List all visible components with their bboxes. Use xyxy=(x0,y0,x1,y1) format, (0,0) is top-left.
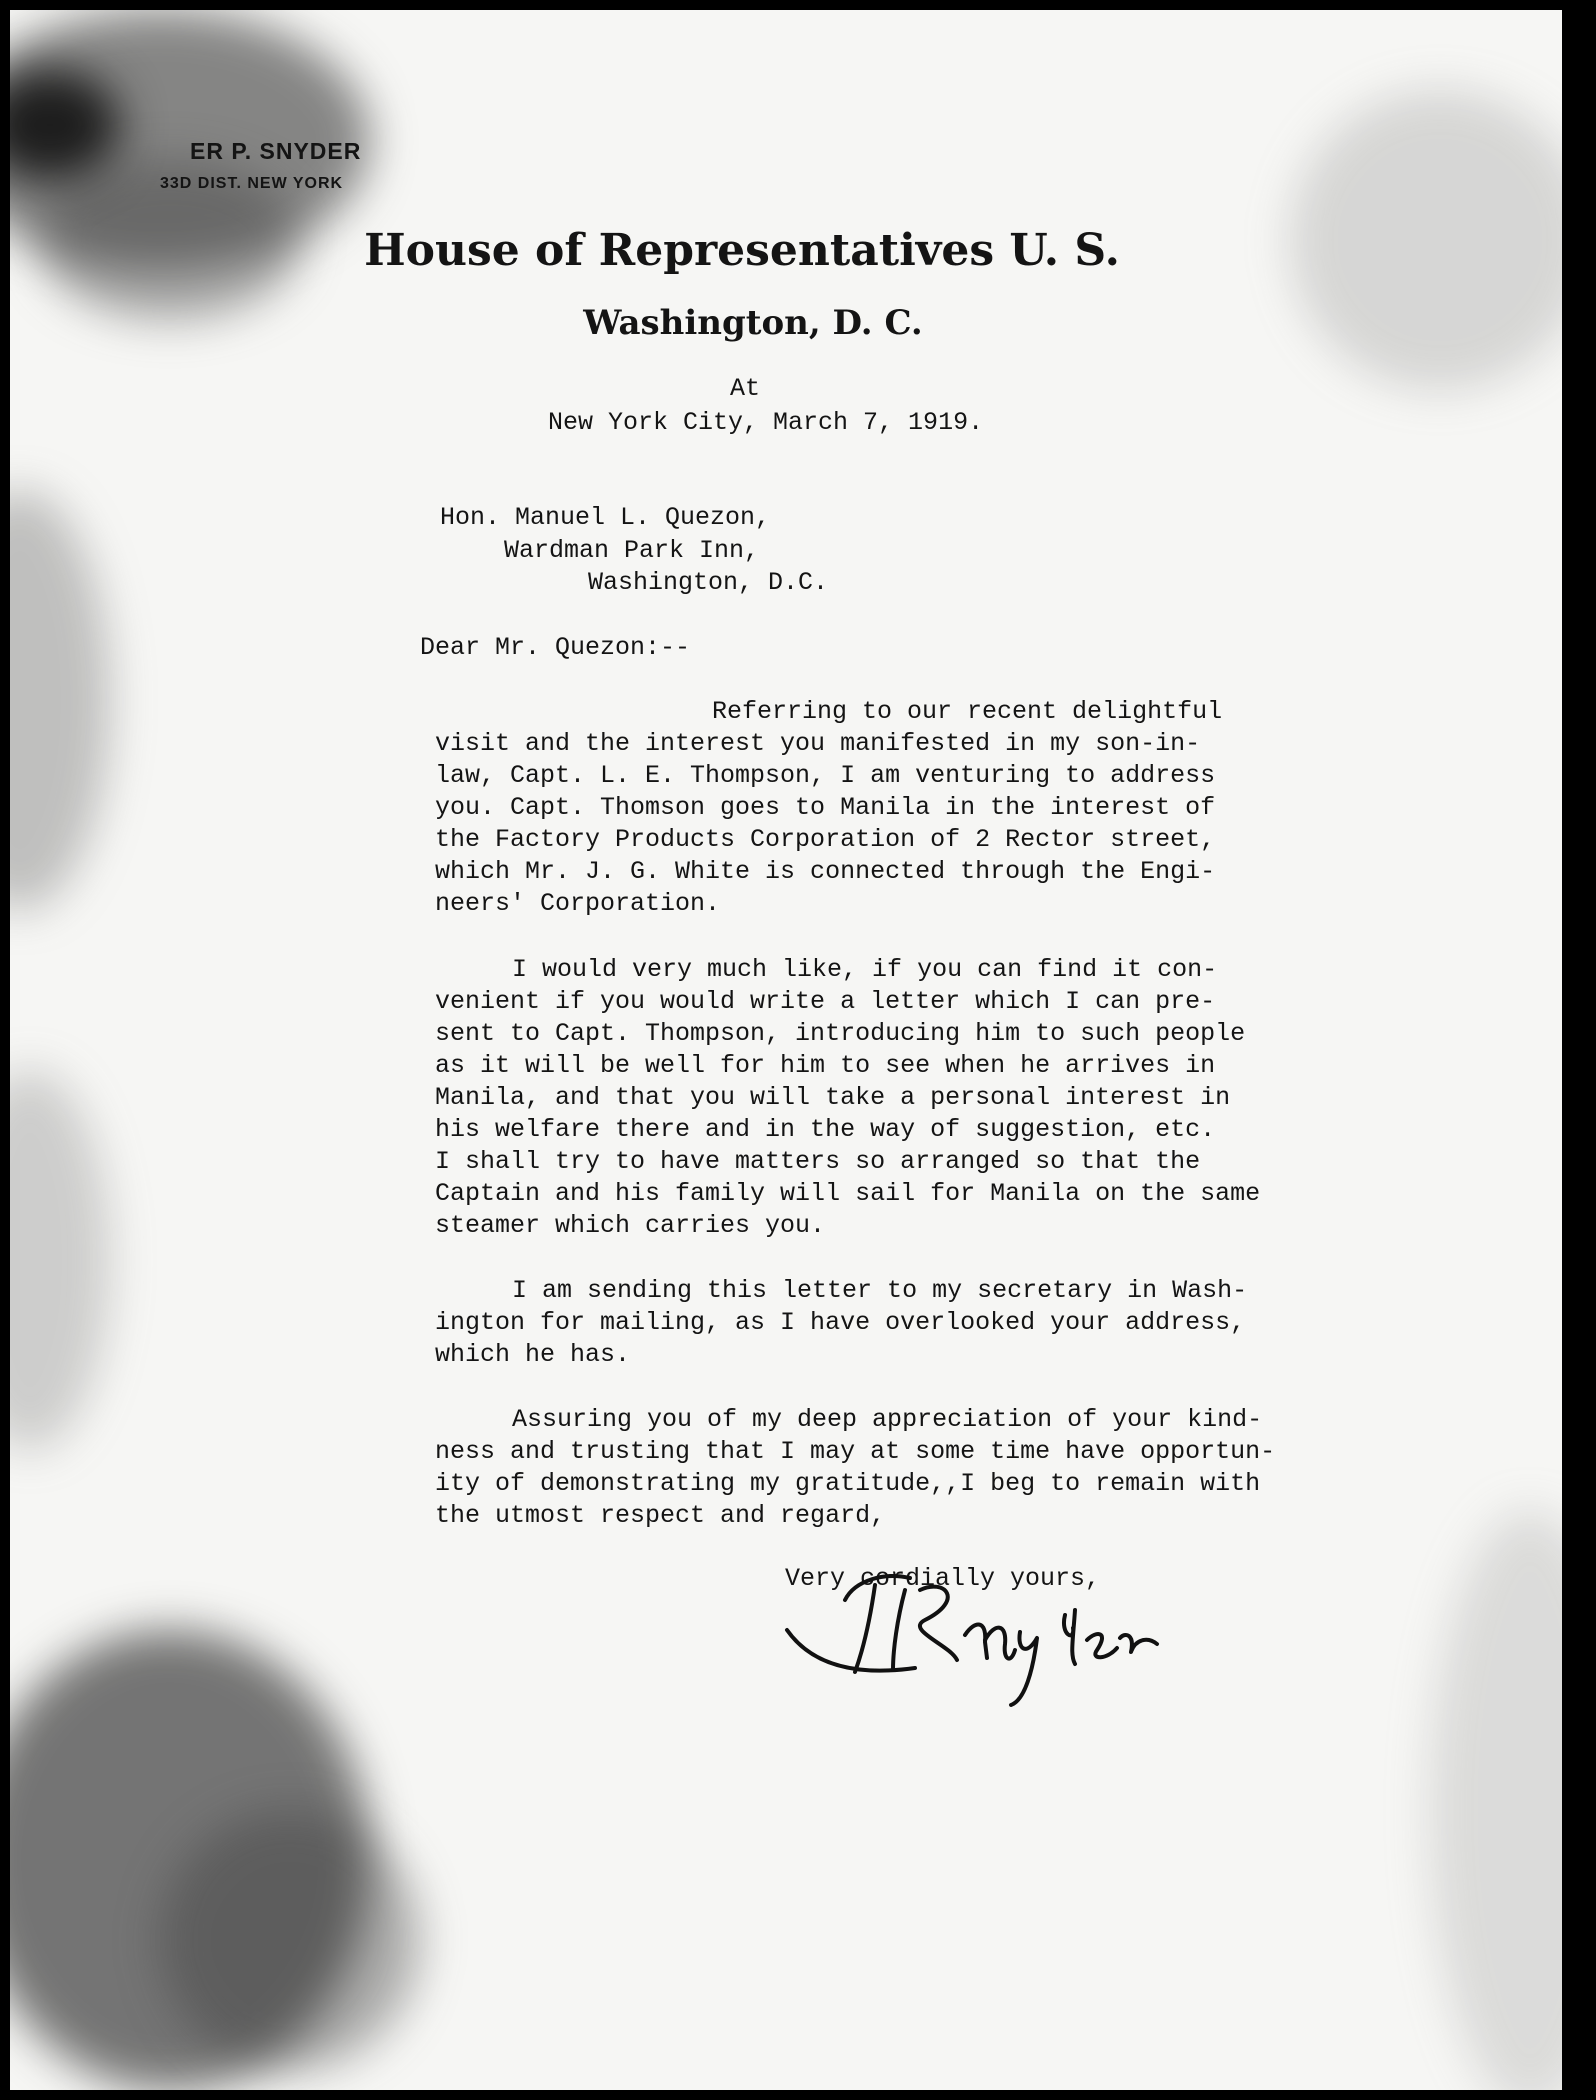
paragraph-line: visit and the interest you manifested in my son-in- xyxy=(435,729,1201,758)
paragraph-line: I am sending this letter to my secretary in Wash- xyxy=(512,1276,1248,1305)
letterhead-city: Washington, D. C. xyxy=(583,303,923,343)
paragraph-line: the Factory Products Corporation of 2 Rector street, xyxy=(435,825,1216,854)
paragraph-line: ity of demonstrating my gratitude,,I beg to remain with xyxy=(435,1469,1261,1498)
paragraph-line: Manila, and that you will take a personal interest in xyxy=(435,1083,1231,1112)
paragraph-line: law, Capt. L. E. Thompson, I am venturing to address xyxy=(435,761,1216,790)
letterhead-district: 33D DIST. NEW YORK xyxy=(160,175,344,192)
paragraph-line: Captain and his family will sail for Manila on the same xyxy=(435,1179,1261,1208)
paragraph-line: steamer which carries you. xyxy=(435,1211,826,1240)
paragraph-line: sent to Capt. Thompson, introducing him to such people xyxy=(435,1019,1246,1048)
paragraph-line: the utmost respect and regard, xyxy=(435,1501,886,1530)
address-line3: Washington, D.C. xyxy=(588,568,829,597)
letterhead-house: House of Representatives U. S. xyxy=(364,225,1120,276)
paragraph-line: I shall try to have matters so arranged so that the xyxy=(435,1147,1201,1176)
paragraph-line: which he has. xyxy=(435,1340,631,1369)
paragraph-line: his welfare there and in the way of suggestion, etc. xyxy=(435,1115,1216,1144)
letter-page xyxy=(10,10,1562,2090)
address-line1: Hon. Manuel L. Quezon, xyxy=(440,503,771,532)
closing: Very cordially yours, xyxy=(785,1564,1101,1593)
address-line2: Wardman Park Inn, xyxy=(504,536,760,565)
handwritten-signature xyxy=(775,1560,1185,1710)
paragraph-line: I would very much like, if you can find it con- xyxy=(512,955,1218,984)
paragraph-line: which Mr. J. G. White is connected through the Engi- xyxy=(435,857,1216,886)
paragraph-line: as it will be well for him to see when he arrives in xyxy=(435,1051,1216,1080)
paragraph-line: neers' Corporation. xyxy=(435,889,721,918)
paragraph-line: Assuring you of my deep appreciation of your kind- xyxy=(512,1405,1263,1434)
paragraph-line: ington for mailing, as I have overlooked your address, xyxy=(435,1308,1246,1337)
salutation: Dear Mr. Quezon:-- xyxy=(420,633,691,662)
dateline-at: At xyxy=(730,374,761,403)
paragraph-line: venient if you would write a letter which I can pre- xyxy=(435,987,1216,1016)
paragraph-line: ness and trusting that I may at some time have opportun- xyxy=(435,1437,1276,1466)
letterhead-name: ER P. SNYDER xyxy=(190,138,362,164)
dateline-place-date: New York City, March 7, 1919. xyxy=(548,408,984,437)
paragraph-line: you. Capt. Thomson goes to Manila in the interest of xyxy=(435,793,1216,822)
paragraph-line: Referring to our recent delightful xyxy=(712,697,1223,726)
